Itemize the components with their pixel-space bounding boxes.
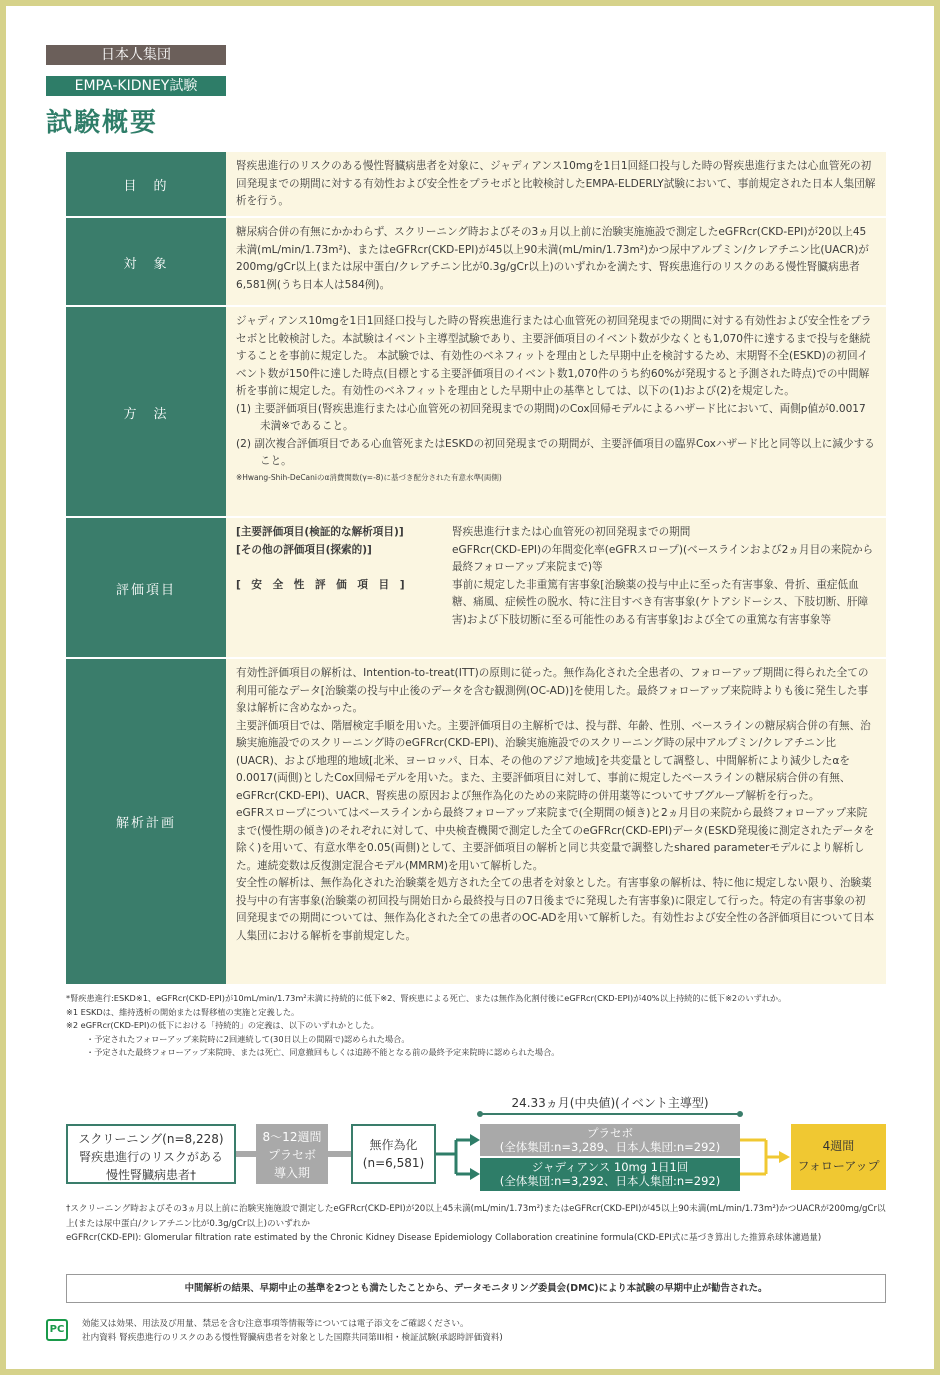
- footnote: ※1 ESKDは、維持透析の開始または腎移植の実施と定義した。: [66, 1006, 300, 1017]
- diagram-footnote: eGFRcr(CKD-EPI): Glomerular filtration rate estimated by the Chronic Kidney Disease Epidemiology Collaboration creatinine formula(CKD-EPI式に基づき算出した推算糸球体濾過量): [66, 1233, 822, 1244]
- randomization-line: 無作為化: [369, 1138, 418, 1152]
- analysis-p3: eGFRスロープについてはベースラインから最終フォローアップ来院まで(全期間の傾き)と2ヵ月目の来院から最終フォローアップ来院まで(慢性期の傾き)のそれぞれに対して、中央検査機関で測定した全てのeGFRcr(CKD-EPI)データ(ESKD発現後に測定されたデータを除く)を用いて、有意水準を0.05(両側)として、主要評価項目の解析と同じ共変量で調整したshared parameterモデルにより解析した。連続変数は反復測定混合モデル(MMRM)を用いて解析した。: [236, 807, 875, 872]
- purpose-text: 腎疾患進行のリスクのある慢性腎臓病患者を対象に、ジャディアンス10mgを1日1回経口投与した時の腎疾患進行または心血管死の初回発現までの期間に対する有効性および安全性をプラセボと比較検討したEMPA-ELDERLY試験において、事前規定された日本人集団解析を行う。: [236, 160, 876, 207]
- method-item-1: (1) 主要評価項目(腎疾患進行または心血管死の初回発現までの期間)のCox回帰モデルによるハザード比において、両側p値が0.0017未満※であること。: [236, 402, 866, 432]
- period-label: 24.33ヵ月(中央値)(イベント主導型): [511, 1096, 709, 1110]
- row-subject: [66, 216, 886, 306]
- method-item-2: (2) 副次複合評価項目である心血管死またはESKDの初回発現までの期間が、主要評価項目の臨界Coxハザード比と同等以上に減少すること。: [236, 437, 875, 467]
- row-method: [66, 305, 886, 517]
- footnotes: [66, 992, 888, 1060]
- row-body: [226, 307, 886, 517]
- row-endpoints: [66, 516, 886, 658]
- jardiance-line: ジャディアンス 10mg 1日1回: [531, 1160, 689, 1174]
- analysis-p4: 安全性の解析は、無作為化された治験薬を処方された全ての患者を対象とした。有害事象の解析は、特に他に規定しない限り、治験薬投与中の有害事象(治験薬の初回投与開始日から最終投与日の7日後までに発現した有害事象)に限定して行った。特定の有害事象の初回発現までの期間については、無作為化された全ての患者のOC-ADを用いて解析した。有効性および安全性の各評価項目について日本人集団における解析を事前規定した。: [236, 877, 875, 942]
- diagram-footnote: †スクリーニング時およびその3ヵ月以上前に治験実施施設で測定したeGFRcr(CKD-EPI)が20以上45未満(mL/min/1.73m²)またはeGFRcr(CKD-EPI)が45以上90未満(mL/min/1.73m²)かつUACRが200mg/gCr以上(または尿中蛋白/クレアチニン比が0.3g/gCr以上)のいずれか: [66, 1204, 886, 1229]
- run-in-box: [256, 1124, 328, 1184]
- safety-endpoint-value: 事前に規定した非重篤有害事象[治験薬の投与中止に至った有害事象、骨折、重症低血糖、痛風、症候性の脱水、特に注目すべき有害事象(ケトアシドーシス、下肢切断、肝障害)および下肢切断に至る可能性のある有害事象]および全ての重篤な有害事象等: [452, 578, 869, 626]
- jardiance-arm-box: [480, 1158, 740, 1191]
- primary-endpoint-value: 腎疾患進行†または心血管死の初回発現までの期間: [452, 526, 691, 538]
- footer-line: 社内資料 腎疾患進行のリスクのある慢性腎臓病患者を対象とした国際共同第III相・検証試験(承認時評価資料): [82, 1333, 503, 1343]
- screening-line: スクリーニング(n=8,228): [78, 1132, 224, 1146]
- row-analysis: [66, 657, 886, 984]
- follow-up-line: 4週間: [822, 1139, 855, 1153]
- row-body: [226, 518, 886, 658]
- dmc-notice: 中間解析の結果、早期中止の基準を2つとも満たしたことから、データモニタリング委員会(DMC)により本試験の早期中止が勧告された。: [66, 1274, 886, 1303]
- row-body: [226, 218, 886, 306]
- follow-up-line: フォローアップ: [797, 1159, 880, 1173]
- follow-up-box: [791, 1124, 886, 1190]
- footnote: ・予定されたフォローアップ来院時に2回連続して(30日以上の間隔で)認められた場合。: [86, 1033, 410, 1044]
- placebo-line: (全体集団:n=3,289、日本人集団:n=292): [499, 1140, 721, 1154]
- primary-endpoint-key: [主要評価項目(検証的な解析項目)]: [236, 526, 404, 538]
- footnote: *腎疾患進行:ESKD※1、eGFRcr(CKD-EPI)が10mL/min/1.73m²未満に持続的に低下※2、腎疾患による死亡、または無作為化割付後にeGFRcr(CKD-EPI)が40%以上持続的に低下※2のいずれか。: [66, 993, 787, 1003]
- placebo-line: プラセボ: [587, 1126, 633, 1140]
- footer: [82, 1317, 503, 1345]
- placebo-arm-box: [480, 1124, 740, 1156]
- randomization-line: (n=6,581): [362, 1156, 425, 1170]
- footnote: ※2 eGFRcr(CKD-EPI)の低下における「持続的」の定義は、以下のいずれかとした。: [66, 1020, 379, 1031]
- row-label: 目 的: [66, 152, 226, 216]
- jardiance-line: (全体集団:n=3,292、日本人集団:n=292): [499, 1174, 721, 1188]
- run-in-line: 導入期: [273, 1166, 310, 1180]
- other-endpoint-value: eGFRcr(CKD-EPI)の年間変化率(eGFRスロープ)(ベースラインおよび2ヵ月目の来院から最終フォローアップ来院まで)等: [452, 543, 874, 573]
- trial-tag: EMPA-KIDNEY試験: [46, 76, 226, 96]
- randomization-box: [351, 1124, 436, 1184]
- screening-box: [66, 1124, 236, 1184]
- row-label: 解析計画: [66, 659, 226, 984]
- screening-line: 腎疾患進行のリスクがある: [79, 1150, 223, 1164]
- row-label: 方 法: [66, 307, 226, 517]
- endpoints-grid: [236, 524, 876, 629]
- run-in-line: プラセボ: [267, 1148, 316, 1162]
- run-in-line: 8〜12週間: [262, 1130, 322, 1144]
- arrow-head-icon: [779, 1151, 790, 1163]
- pc-logo-icon: PC: [46, 1319, 68, 1341]
- screening-line: 慢性腎臓病患者†: [105, 1168, 196, 1182]
- other-endpoint-key: [その他の評価項目(探索的)]: [236, 543, 372, 556]
- row-body: [226, 152, 886, 216]
- row-label: 対 象: [66, 218, 226, 306]
- period-dot-end: [737, 1111, 743, 1117]
- footnote: ・予定された最終フォローアップ来院時、または死亡、同意撤回もしくは追跡不能となる前の最終予定来院時に認められた場合。: [86, 1047, 560, 1058]
- arrow-head-icon: [470, 1134, 480, 1146]
- diagram-footnotes: [66, 1202, 888, 1246]
- row-body: [226, 659, 886, 984]
- safety-endpoint-key: [ 安 全 性 評 価 項 目 ]: [236, 578, 405, 591]
- analysis-p2: 主要評価項目では、階層検定手順を用いた。主要評価項目の主解析では、投与群、年齢、性別、ベースラインの糖尿病合併の有無、治験実施施設でのスクリーニング時のeGFRcr(CKD-EPI)、治験実施施設でのスクリーニング時の尿中アルブミン/クレアチニン比(UACR)、および地理的地域[北米、ヨーロッパ、日本、その他のアジア地域]を共変量として調整し、中間解析により減少したαを0.0017(両側)としたCox回帰モデルを用いた。また、主要評価項目に対して、事前に規定したベースラインの糖尿病合併の有無、eGFRcr(CKD-EPI)、UACR、腎疾患の原因および無作為化のための来院時の併用薬等についてサブグループ解析を行った。: [236, 719, 871, 802]
- population-tag: 日本人集団: [46, 45, 226, 65]
- subject-text: 糖尿病合併の有無にかかわらず、スクリーニング時およびその3ヵ月以上前に治験実施施設で測定したeGFRcr(CKD-EPI)が20以上45未満(mL/min/1.73m²)、またはeGFRcr(CKD-EPI)が45以上90未満(mL/min/1.73m²)かつ尿中アルブミン/クレアチニン比(UACR)が200mg/gCr以上(または尿中蛋白/クレアチニン比が0.3g/gCr以上)のいずれかを満たす、腎疾患進行のリスクのある慢性腎臓病患者6,581例(うち日本人は584例)。: [236, 226, 869, 291]
- method-text: ジャディアンス10mgを1日1回経口投与した時の腎疾患進行または心血管死の初回発現までの期間に対する有効性および安全性をプラセボと比較検討した。本試験はイベント主導型試験であり、主要評価項目のイベント数が少なくとも1,070件に達するまで投与を継続することを事前に規定した。 本試験では、有効性のベネフィットを理由とした早期中止を検討するため、末期腎不全(ESKD)の初回イベント数が150件に達した時点(目標とする主要評価項目のイベント数1,070件のうち約60%が発現すると予測された時点)での中間解析を事前に規定した。有効性のベネフィットを理由とした早期中止の基準としては、以下の(1)および(2)を規定した。: [236, 315, 872, 397]
- row-purpose: [66, 152, 886, 216]
- study-design-diagram: [66, 1094, 888, 1194]
- analysis-p1: 有効性評価項目の解析は、Intention-to-treat(ITT)の原則に従った。無作為化された全患者の、フォローアップ期間に得られた全ての利用可能なデータ[治験薬の投与中止後のデータを含む観測例(OC-AD)]を使用した。最終フォローアップ来院時よりも後に発生した事象は解析に含めなかった。: [236, 667, 869, 714]
- period-dot-start: [477, 1111, 483, 1117]
- page-title: 試験概要: [46, 108, 159, 138]
- footer-line: 効能又は効果、用法及び用量、禁忌を含む注意事項等情報等については電子添文をご確認ください。: [82, 1319, 469, 1329]
- arrow-head-icon: [470, 1168, 480, 1180]
- method-note: ※Hwang-Shih-DeCaniのα消費関数(γ=-8)に基づき配分された有意水準(両側): [236, 472, 502, 482]
- row-label: 評価項目: [66, 518, 226, 658]
